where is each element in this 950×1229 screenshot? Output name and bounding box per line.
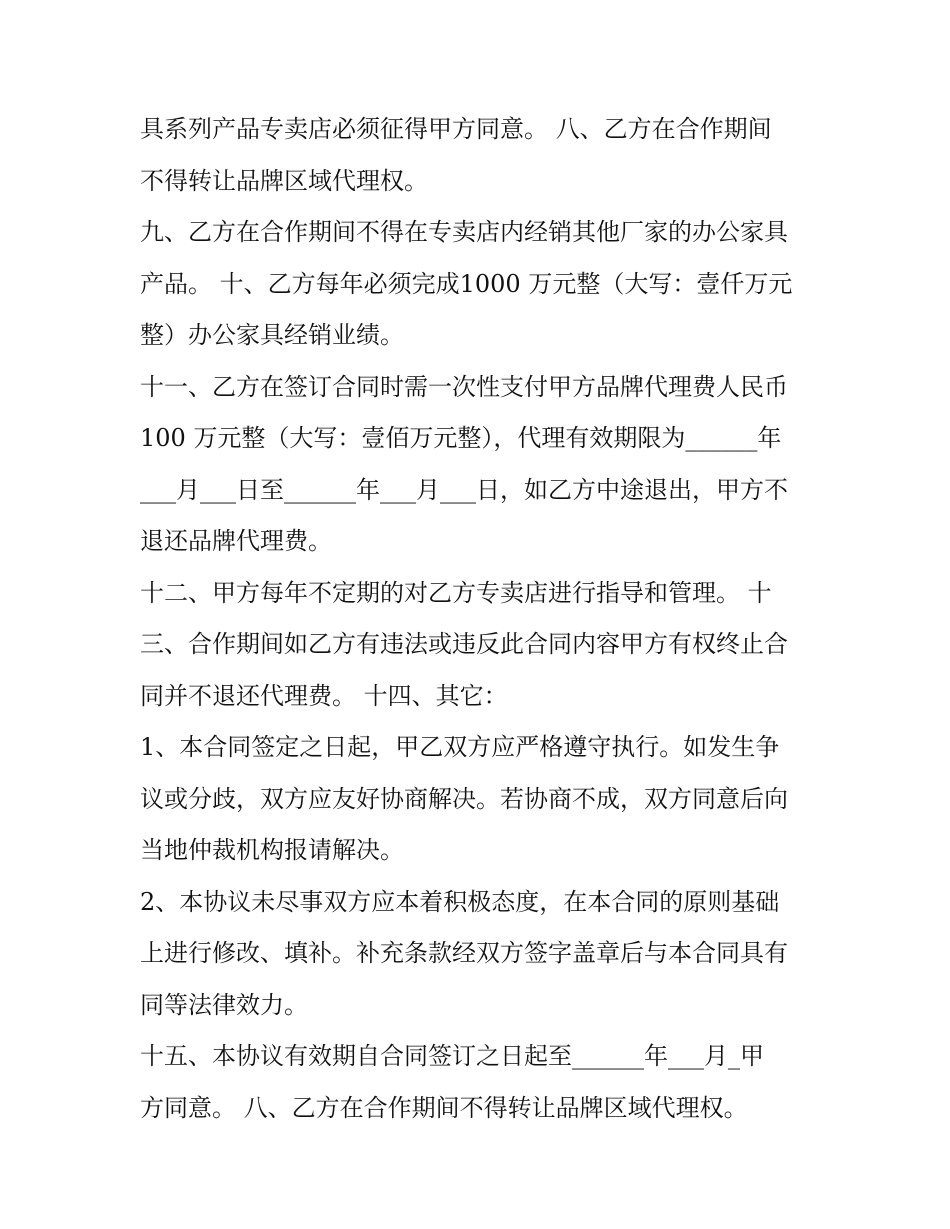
text-line: 十一、乙方在签订合同时需一次性支付甲方品牌代理费人民币 [140,372,788,401]
paragraph-clause-8 [140,104,820,207]
text-line: 2、本协议未尽事双方应本着积极态度，在本合同的原则基础 [140,887,780,916]
text-line: 方同意。 八、乙方在合作期间不得转让品牌区域代理权。 [140,1093,748,1122]
paragraph-clause-15 [140,1031,820,1134]
paragraph-item-2 [140,877,820,1032]
text-line: ___月___日至______年___月___日，如乙方中途退出，甲方不 [140,475,788,504]
text-line: 同并不退还代理费。 十四、其它： [140,681,508,710]
text-line: 三、合作期间如乙方有违法或违反此合同内容甲方有权终止合 [140,630,788,658]
text-line: 议或分歧，双方应友好协商解决。若协商不成，双方同意后向 [140,784,788,813]
text-line: 十五、本协议有效期自合同签订之日起至______年___月_甲 [140,1042,764,1070]
text-line: 九、乙方在合作期间不得在专卖店内经销其他厂家的办公家具 [140,218,788,246]
text-line: 1、本合同签定之日起，甲乙双方应严格遵守执行。如发生争 [140,733,780,761]
document-body [140,104,820,1134]
text-line: 整）办公家具经销业绩。 [140,321,404,349]
text-line: 退还品牌代理费。 [140,527,332,555]
paragraph-clause-12-14 [140,568,820,723]
text-line: 上进行修改、填补。补充条款经双方签字盖章后与本合同具有 [140,939,788,967]
text-line: 同等法律效力。 [140,990,308,1019]
text-line: 十二、甲方每年不定期的对乙方专卖店进行指导和管理。 十 [140,578,772,607]
paragraph-clause-11 [140,362,820,568]
paragraph-item-1 [140,722,820,877]
text-line: 当地仲裁机构报请解决。 [140,836,404,864]
text-line: 不得转让品牌区域代理权。 [140,166,428,195]
text-line: 产品。 十、乙方每年必须完成1000 万元整（大写：壹仟万元 [140,269,793,298]
text-line: 具系列产品专卖店必须征得甲方同意。 八、乙方在合作期间 [140,115,772,143]
text-line: 100 万元整（大写：壹佰万元整），代理有效期限为______年 [140,424,782,452]
paragraph-clause-9-10 [140,207,820,362]
